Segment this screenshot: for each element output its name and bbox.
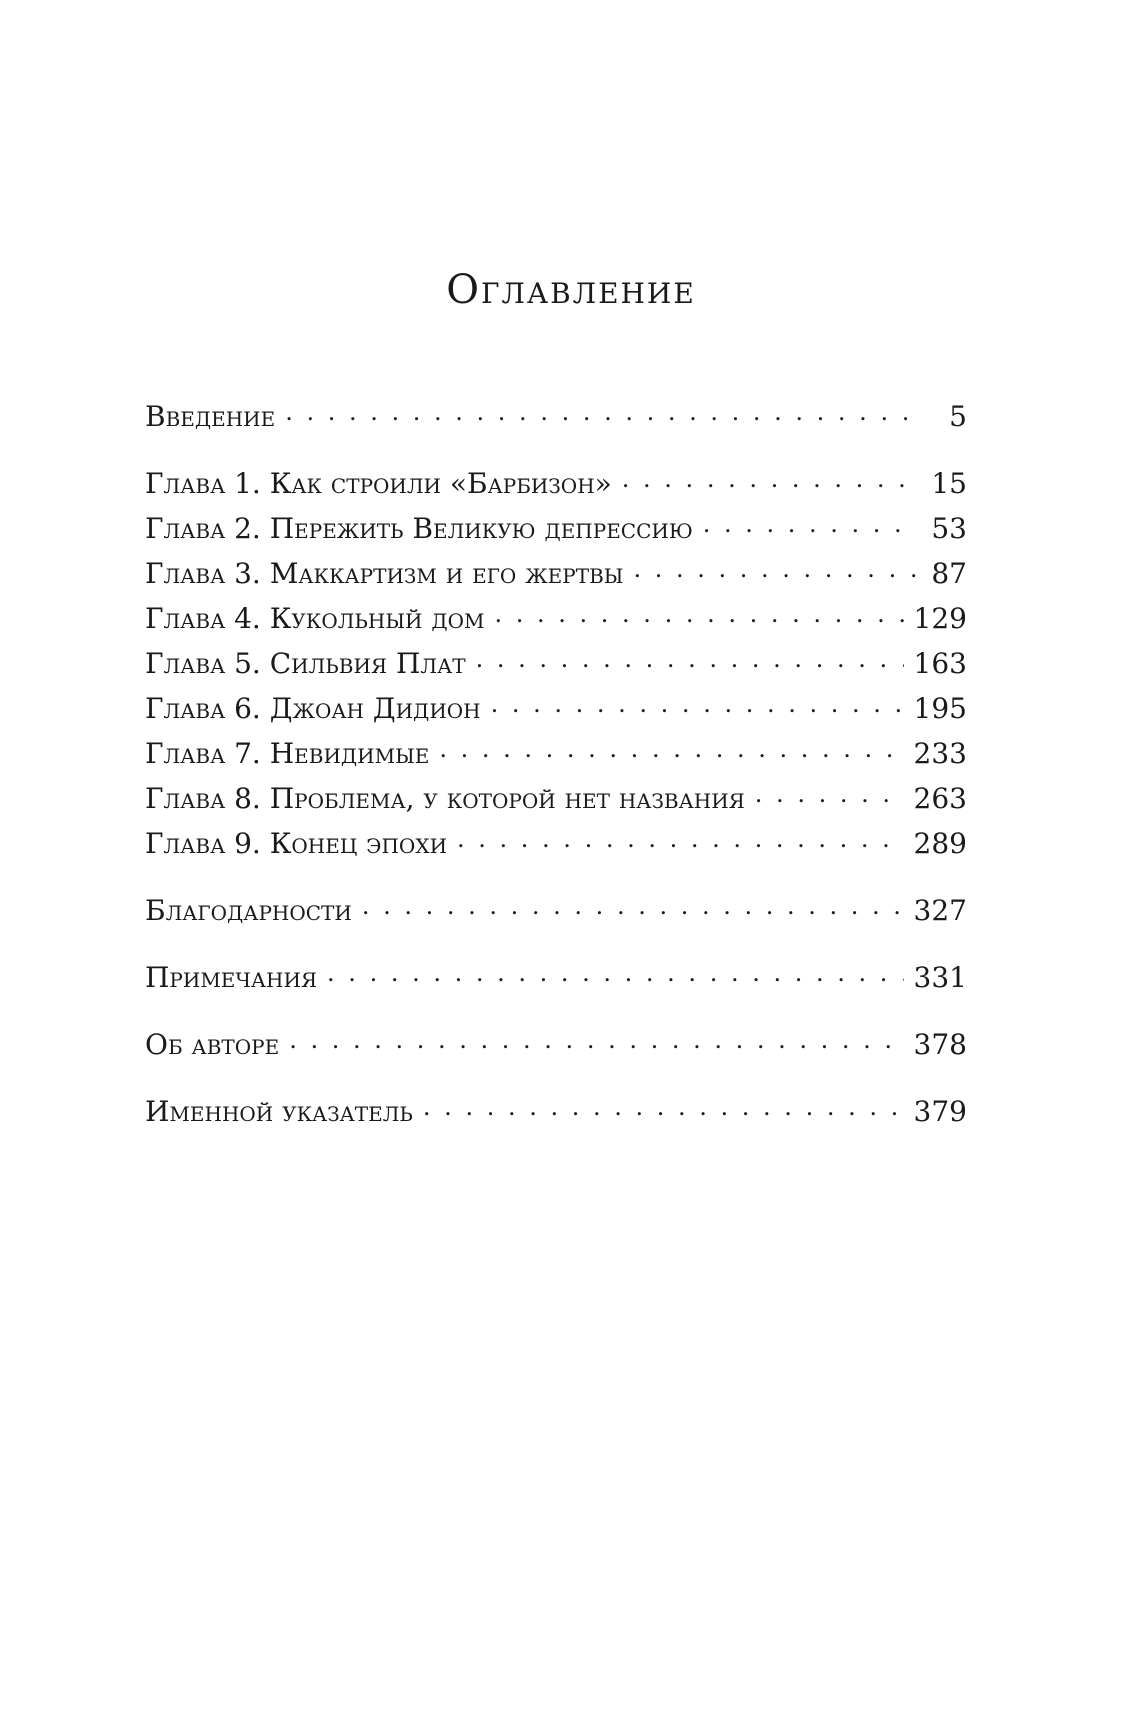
toc-entry-page: 195 <box>913 692 967 725</box>
toc-entry-label: Благодарности <box>145 894 352 927</box>
toc-entry-chapter-5 <box>145 645 967 690</box>
toc-entry-page: 129 <box>913 602 967 635</box>
toc-entry-page: 53 <box>931 512 967 545</box>
toc-entry-page: 331 <box>913 961 967 994</box>
toc-entry-notes <box>145 959 967 1004</box>
toc-entry-label: Именной указатель <box>145 1095 413 1128</box>
dot-leader <box>491 690 904 718</box>
dot-leader <box>457 825 904 853</box>
dot-leader <box>327 959 904 987</box>
dot-leader <box>755 780 904 808</box>
dot-leader <box>362 892 904 920</box>
toc-entry-chapter-6 <box>145 690 967 735</box>
toc-entry-page: 327 <box>913 894 967 927</box>
toc-entry-page: 263 <box>913 782 967 815</box>
toc-entry-chapter-9 <box>145 825 967 870</box>
toc-entry-label: Введение <box>145 400 276 433</box>
toc-entry-page: 15 <box>931 467 967 500</box>
table-of-contents <box>145 398 967 1138</box>
toc-entry-label: Глава 1. Как строили «Барбизон» <box>145 467 612 500</box>
toc-entry-label: Примечания <box>145 961 318 994</box>
toc-entry-chapter-8 <box>145 780 967 825</box>
toc-entry-introduction <box>145 398 967 443</box>
dot-leader <box>622 465 917 493</box>
toc-entry-name-index <box>145 1093 967 1138</box>
toc-entry-label: Глава 6. Джоан Дидион <box>145 692 481 725</box>
dot-leader <box>476 645 904 673</box>
toc-entry-label: Об авторе <box>145 1028 280 1061</box>
toc-entry-about-author <box>145 1026 967 1071</box>
toc-entry-page: 87 <box>931 557 967 590</box>
toc-entry-label: Глава 5. Сильвия Плат <box>145 647 466 680</box>
toc-entry-chapter-7 <box>145 735 967 780</box>
toc-entry-label: Глава 2. Пережить Великую депрессию <box>145 512 693 545</box>
toc-entry-label: Глава 7. Невидимые <box>145 737 430 770</box>
toc-entry-chapter-1 <box>145 465 967 510</box>
dot-leader <box>703 510 917 538</box>
toc-entry-label: Глава 9. Конец эпохи <box>145 827 448 860</box>
dot-leader <box>423 1093 904 1121</box>
toc-entry-chapter-2 <box>145 510 967 555</box>
toc-entry-label: Глава 4. Кукольный дом <box>145 602 485 635</box>
toc-entry-chapter-4 <box>145 600 967 645</box>
toc-entry-label: Глава 3. Маккартизм и его жертвы <box>145 557 624 590</box>
toc-entry-page: 163 <box>913 647 967 680</box>
toc-entry-label: Глава 8. Проблема, у которой нет названия <box>145 782 745 815</box>
toc-entry-page: 233 <box>913 737 967 770</box>
dot-leader <box>285 398 917 426</box>
dot-leader <box>633 555 917 583</box>
toc-entry-page: 378 <box>913 1028 967 1061</box>
toc-entry-page: 5 <box>949 400 967 433</box>
dot-leader <box>439 735 903 763</box>
dot-leader <box>495 600 904 628</box>
toc-entry-chapter-3 <box>145 555 967 600</box>
page-title: Оглавление <box>446 267 696 313</box>
dot-leader <box>289 1026 903 1054</box>
toc-entry-acknowledgements <box>145 892 967 937</box>
toc-entry-page: 289 <box>913 827 967 860</box>
toc-entry-page: 379 <box>913 1095 967 1128</box>
